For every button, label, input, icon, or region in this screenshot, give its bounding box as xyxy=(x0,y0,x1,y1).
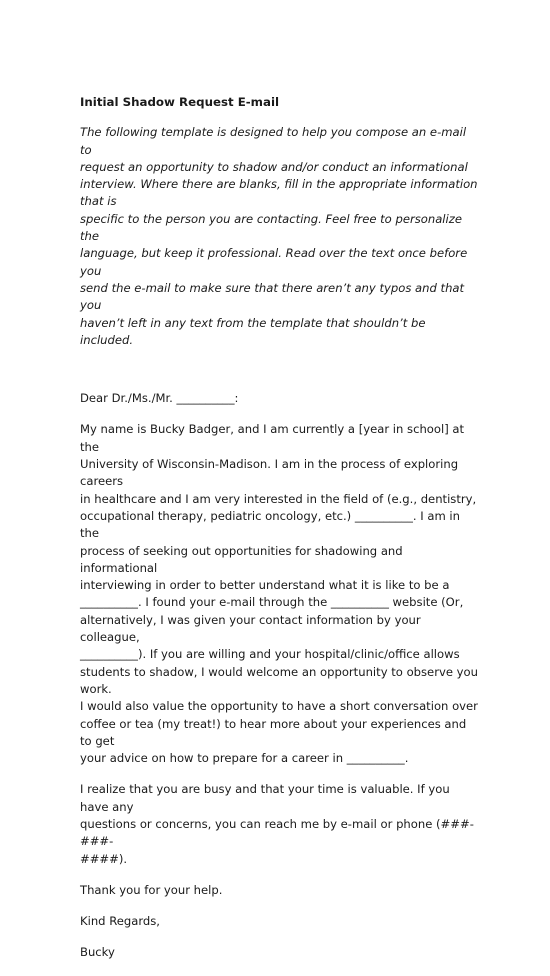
body-paragraph-2: I realize that you are busy and that your time is valuable. If you have any questions or concerns, you can reach me by e-mail or phone (###-###- ####). xyxy=(80,782,474,866)
email-template xyxy=(80,390,480,962)
document-page xyxy=(80,94,480,976)
document-title: Initial Shadow Request E-mail xyxy=(80,95,280,109)
thanks-line: Thank you for your help. xyxy=(80,882,223,897)
instructions-paragraph: The following template is designed to help you compose an e-mail to request an opportunity to shadow and/or conduct an informational interview. Where there are blanks, fill in the appropriate information that is specific to the person you are contacting. Feel free to personalize the language, but keep it professional. Read over the text once before you send the e-mail to make sure that there aren’t any typos and that you haven’t left in any text from the template that shouldn’t be included. xyxy=(80,125,478,347)
salutation: Dear Dr./Ms./Mr. __________: xyxy=(80,391,239,406)
signature: Bucky xyxy=(80,945,115,960)
body-paragraph-1: My name is Bucky Badger, and I am currently a [year in school] at the University of Wisconsin-Madison. I am in the process of exploring careers in healthcare and I am very interested in the field of (e.g., dentistry, occupational therapy, pediatric oncology, etc.) __________. I am in the process of seeking out opportunities for shadowing and informational interviewing in order to better understand what it is like to be a __________. I found your e-mail through the __________ website (Or, alternatively, I was given your contact information by your colleague, __________). If you are willing and your hospital/clinic/office allows students to shadow, I would welcome an opportunity to observe you work. I would also value the opportunity to have a short conversation over coffee or tea (my treat!) to hear more about your experiences and to get your advice on how to prepare for a career in __________. xyxy=(80,422,478,766)
closing-line: Kind Regards, xyxy=(80,914,160,929)
